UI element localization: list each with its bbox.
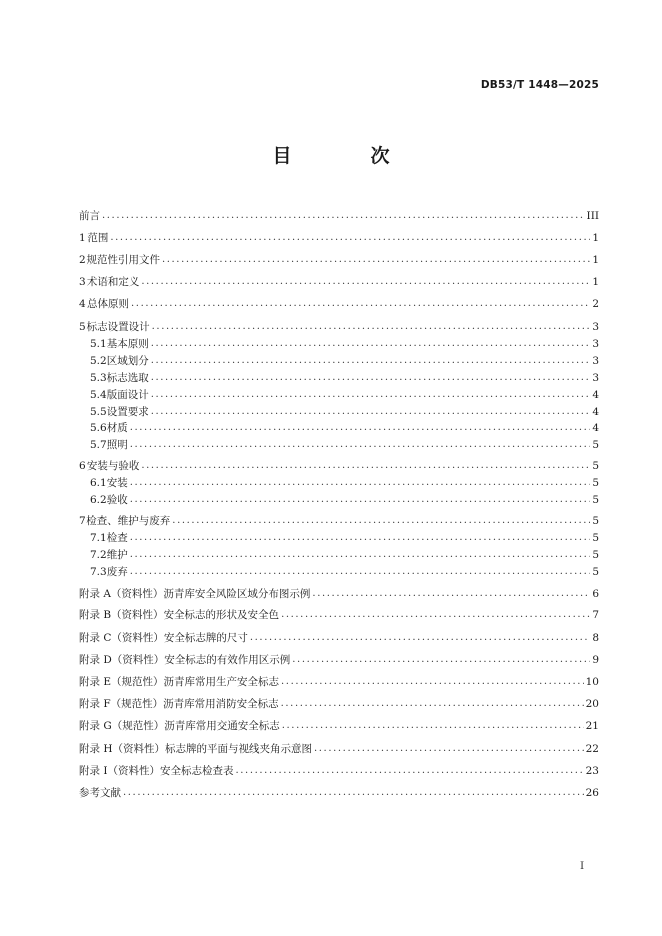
toc-entry[interactable] [90, 531, 599, 545]
page-number: I [580, 860, 585, 872]
toc-entry[interactable] [79, 209, 599, 223]
page-title: 目 次 [272, 145, 420, 167]
toc-entry-number: 7 [79, 515, 86, 527]
toc-appendix-label: 附录 B（资料性） [79, 609, 164, 621]
toc-entry[interactable] [79, 459, 599, 473]
toc-entry[interactable] [90, 371, 599, 385]
toc-appendix-label: 附录 E（规范性） [79, 676, 164, 688]
toc-entry-number: 5 [79, 321, 86, 333]
toc-dot-leader [130, 421, 591, 435]
toc-dot-leader [130, 565, 591, 579]
toc-entry-number: 4 [79, 298, 86, 310]
toc-entry-label: 设置要求 [106, 406, 149, 418]
toc-entry-label: 安全标志牌的尺寸 [163, 632, 248, 644]
toc-entry-page: 5 [592, 460, 599, 472]
toc-entry[interactable] [79, 653, 599, 667]
toc-entry[interactable] [90, 548, 599, 562]
toc-entry-page: 5 [592, 532, 599, 544]
toc-entry[interactable] [90, 493, 599, 507]
toc-dot-leader [292, 653, 590, 667]
toc-dot-leader [141, 459, 590, 473]
toc-dot-leader [130, 476, 591, 490]
toc-dot-leader [314, 742, 584, 756]
toc-entry-label: 沥青库常用消防安全标志 [163, 698, 279, 710]
toc-entry-number: 5.4 [90, 389, 107, 401]
toc-dot-leader [250, 631, 590, 645]
toc-entry-label: 基本原则 [106, 338, 149, 350]
toc-entry-label: 标志牌的平面与视线夹角示意图 [165, 743, 312, 755]
toc-entry-page: 7 [592, 609, 599, 621]
toc-entry-page: 9 [592, 654, 599, 666]
toc-appendix-label: 附录 D（资料性） [79, 654, 165, 666]
toc-entry-page: 6 [592, 588, 599, 600]
toc-entry[interactable] [79, 786, 599, 800]
toc-entry-label: 术语和定义 [86, 276, 140, 288]
toc-entry-number: 3 [79, 276, 86, 288]
toc-dot-leader [151, 388, 591, 402]
toc-entry-page: 4 [592, 389, 599, 401]
toc-entry-number: 5.3 [90, 372, 107, 384]
toc-entry-label: 标志选取 [106, 372, 149, 384]
toc-entry-label: 沥青库常用生产安全标志 [163, 676, 280, 688]
toc-entry[interactable] [79, 742, 599, 756]
toc-entry-label: 区域划分 [106, 355, 149, 367]
toc-entry-page: III [586, 210, 599, 222]
toc-entry-page: 3 [592, 321, 599, 333]
toc-entry-label: 参考文献 [79, 787, 121, 799]
toc-entry-number: 6 [79, 460, 86, 472]
toc-dot-leader [236, 764, 584, 778]
toc-entry[interactable] [90, 421, 599, 435]
toc-entry-label: 安装 [106, 477, 128, 489]
toc-entry-label: 安全标志的形状及安全色 [163, 609, 280, 621]
toc-dot-leader [123, 786, 584, 800]
toc-entry[interactable] [79, 631, 599, 645]
toc-dot-leader [131, 297, 590, 311]
toc-entry-page: 5 [592, 515, 599, 527]
toc-entry[interactable] [79, 697, 599, 711]
toc-entry-page: 5 [592, 494, 599, 506]
toc-entry-page: 1 [592, 276, 599, 288]
toc-entry[interactable] [79, 297, 599, 311]
toc-entry-label: 总体原则 [87, 298, 130, 310]
toc-entry[interactable] [90, 354, 599, 368]
toc-entry-number: 6.1 [90, 477, 107, 489]
toc-entry-label: 检查、维护与废弃 [86, 515, 171, 527]
toc-entry[interactable] [79, 764, 599, 778]
toc-entry-label: 检查 [106, 532, 128, 544]
toc-entry[interactable] [90, 565, 599, 579]
toc-appendix-label: 附录 G（规范性） [79, 720, 165, 732]
toc-dot-leader [130, 493, 591, 507]
toc-entry-label: 安全标志检查表 [160, 765, 234, 777]
toc-entry[interactable] [90, 438, 599, 452]
toc-entry-label: 规范性引用文件 [86, 254, 160, 266]
toc-entry-page: 1 [592, 232, 599, 244]
toc-entry[interactable] [79, 608, 599, 622]
toc-appendix-label: 附录 I（资料性） [79, 765, 160, 777]
toc-entry-number: 7.1 [90, 532, 107, 544]
toc-entry-number: 5.2 [90, 355, 107, 367]
toc-entry-page: 23 [585, 765, 599, 777]
toc-entry-label: 标志设置设计 [86, 321, 150, 333]
toc-entry[interactable] [90, 337, 599, 351]
toc-dot-leader [130, 438, 591, 452]
toc-entry-number: 5.6 [90, 422, 107, 434]
toc-entry-label: 沥青库安全风险区域分布图示例 [163, 588, 311, 600]
toc-entry[interactable] [79, 719, 599, 733]
toc-appendix-label: 附录 H（资料性） [79, 743, 165, 755]
toc-entry-label: 安全标志的有效作用区示例 [164, 654, 291, 666]
document-code: DB53/T 1448—2025 [480, 79, 599, 91]
toc-entry-label: 废弃 [106, 566, 128, 578]
toc-entry[interactable] [79, 253, 599, 267]
toc-entry-number: 5.7 [90, 439, 107, 451]
toc-entry[interactable] [79, 231, 599, 245]
toc-dot-leader [151, 337, 591, 351]
toc-entry-label: 范围 [87, 232, 109, 244]
toc-dot-leader [282, 719, 584, 733]
toc-entry-label: 验收 [106, 494, 128, 506]
toc-entry-number: 6.2 [90, 494, 107, 506]
toc-entry-page: 10 [585, 676, 599, 688]
toc-dot-leader [151, 354, 591, 368]
toc-dot-leader [102, 209, 585, 223]
toc-dot-leader [281, 608, 590, 622]
toc-entry-label: 材质 [106, 422, 128, 434]
toc-dot-leader [281, 697, 584, 711]
toc-entry-number: 7.2 [90, 549, 107, 561]
toc-entry-page: 3 [592, 372, 599, 384]
toc-dot-leader [172, 514, 590, 528]
toc-entry-number: 2 [79, 254, 86, 266]
toc-entry-label: 安装与验收 [86, 460, 140, 472]
toc-entry[interactable] [90, 405, 599, 419]
toc-entry-page: 5 [592, 439, 599, 451]
toc-entry[interactable] [90, 476, 599, 490]
toc-dot-leader [312, 587, 590, 601]
toc-dot-leader [110, 231, 590, 245]
toc-dot-leader [130, 548, 591, 562]
toc-dot-leader [130, 531, 591, 545]
toc-entry-label: 沥青库常用交通安全标志 [164, 720, 280, 732]
toc-dot-leader [162, 253, 590, 267]
toc-entry-page: 4 [592, 422, 599, 434]
toc-entry-page: 4 [592, 406, 599, 418]
toc-entry-number: 5.1 [90, 338, 107, 350]
toc-entry-page: 20 [585, 698, 599, 710]
toc-entry-page: 22 [585, 743, 599, 755]
toc-dot-leader [151, 371, 591, 385]
toc-entry-page: 2 [592, 298, 599, 310]
toc-entry[interactable] [79, 275, 599, 289]
toc-dot-leader [151, 405, 591, 419]
toc-entry-page: 1 [592, 254, 599, 266]
toc-appendix-label: 附录 F（规范性） [79, 698, 164, 710]
toc-entry-label: 版面设计 [106, 389, 149, 401]
toc-entry-label: 前言 [79, 210, 100, 222]
toc-entry-page: 5 [592, 566, 599, 578]
toc-entry-number: 1 [79, 232, 86, 244]
toc-entry-label: 维护 [106, 549, 128, 561]
toc-entry[interactable] [79, 320, 599, 334]
toc-entry[interactable] [79, 514, 599, 528]
toc-entry[interactable] [79, 587, 599, 601]
toc-entry-page: 8 [592, 632, 599, 644]
toc-entry-page: 3 [592, 338, 599, 350]
toc-entry-page: 21 [585, 720, 599, 732]
toc-entry-number: 7.3 [90, 566, 107, 578]
toc-dot-leader [152, 320, 591, 334]
toc-entry-number: 5.5 [90, 406, 107, 418]
toc-entry-page: 26 [585, 787, 599, 799]
toc-entry-page: 3 [592, 355, 599, 367]
toc-entry[interactable] [90, 388, 599, 402]
toc-appendix-label: 附录 C（资料性） [79, 632, 164, 644]
toc-entry-label: 照明 [106, 439, 128, 451]
toc-entry-page: 5 [592, 549, 599, 561]
toc-entry[interactable] [79, 675, 599, 689]
toc-dot-leader [141, 275, 590, 289]
toc-entry-page: 5 [592, 477, 599, 489]
toc-dot-leader [281, 675, 584, 689]
toc-appendix-label: 附录 A（资料性） [79, 588, 164, 600]
